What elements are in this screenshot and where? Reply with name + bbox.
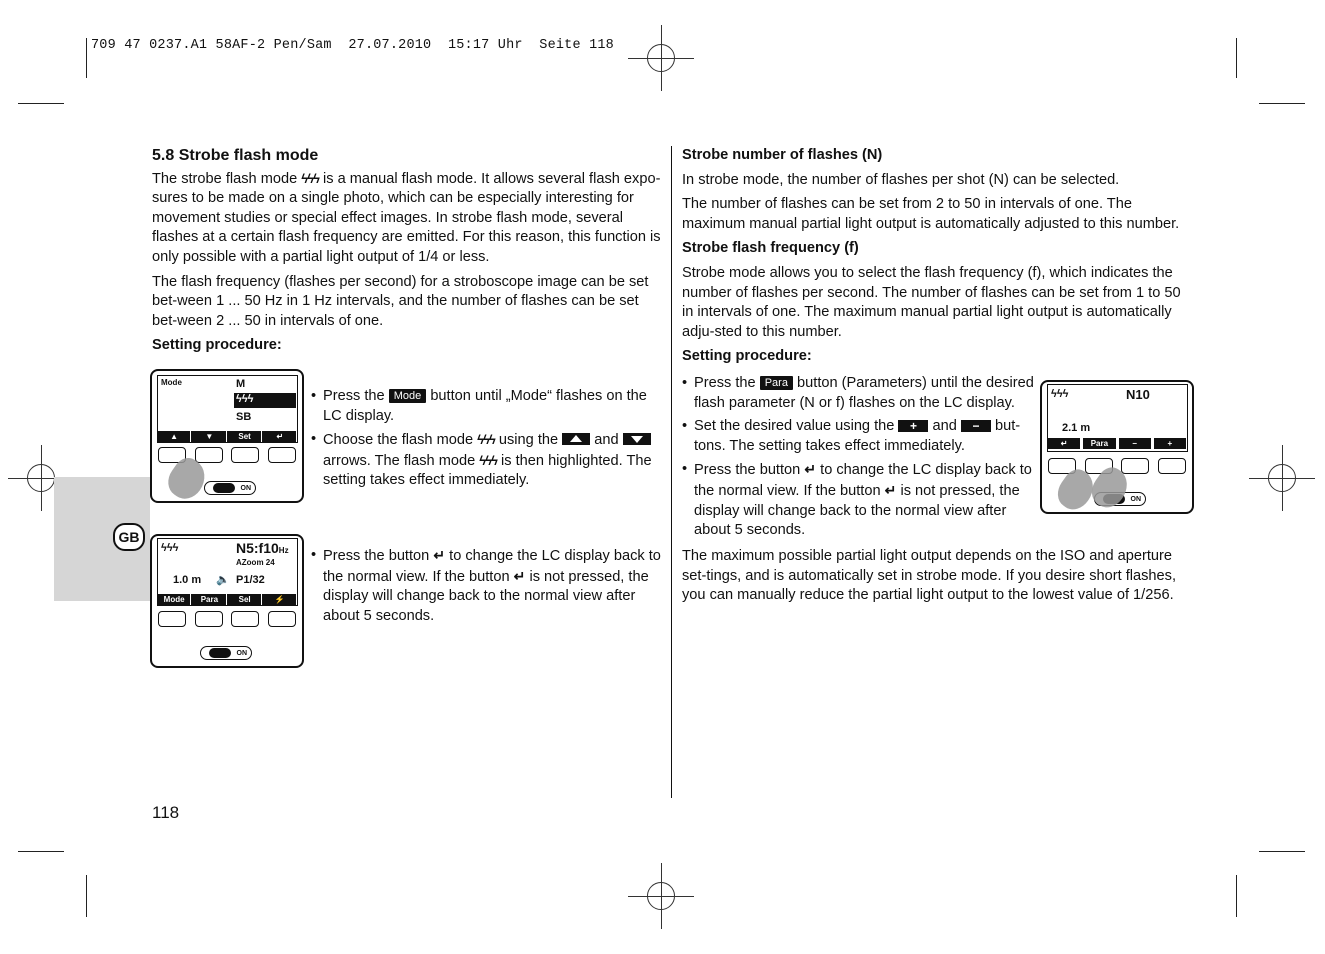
softkey-mode: Mode — [158, 594, 191, 605]
number-value: N10 — [1126, 387, 1150, 402]
text: button (Parameters) until the desired flash parameter (N or f) flashes on the LC display. — [694, 375, 1034, 411]
softkey-sel: Sel — [229, 594, 262, 605]
on-switch: ON — [1094, 492, 1146, 506]
mode-button-badge: Mode — [389, 389, 427, 403]
language-badge: GB — [113, 523, 145, 551]
right-column — [682, 146, 1194, 372]
text: Set the desired value using the — [694, 418, 895, 435]
strobe-icon: ϟϟϟ — [479, 452, 497, 468]
frequency-paragraph: Strobe mode allows you to select the flash frequency (f), which indicates the number of flashes per second. The number of flashes can be set from 1 to 50 in intervals of one. The maximum manual partial light output is automatically adju-sted to this number. — [682, 264, 1181, 340]
hardware-button — [231, 611, 259, 627]
softkey-return-icon: ↵ — [1048, 438, 1081, 449]
frequency-paragraph: The flash frequency (flashes per second) for a stroboscope image can be set bet-ween 1 ... 50 Hz in 1 Hz intervals, and the number of flashes can be set bet-ween 2 ... 50 in intervals of one. — [152, 273, 649, 329]
softkey-bar — [1048, 438, 1187, 449]
return-icon: ↵ — [884, 481, 897, 498]
print-slug: 709 47 0237.A1 58AF-2 Pen/Sam 27.07.2010 15:17 Uhr Seite 118 — [91, 38, 614, 53]
list-item — [311, 430, 664, 491]
text: N5:f10 — [236, 540, 279, 556]
crop-mark — [86, 875, 87, 917]
list-item — [311, 546, 664, 626]
text: The strobe flash mode — [152, 170, 298, 187]
flash-device-illustration — [150, 534, 304, 668]
softkey-down-icon: ▼ — [193, 431, 226, 442]
heading-frequency: Strobe flash frequency (f) — [682, 240, 859, 257]
button-row — [158, 611, 296, 627]
on-switch: ON — [204, 481, 256, 495]
mode-label: Mode — [161, 378, 182, 387]
crop-mark — [1236, 875, 1237, 917]
hardware-button — [1121, 458, 1149, 474]
distance-value: 1.0 m — [173, 574, 202, 586]
column-divider — [671, 146, 672, 798]
strobe-value — [236, 540, 289, 556]
left-bullets-1 — [311, 387, 664, 495]
softkey-para: Para — [193, 594, 226, 605]
hardware-button — [1158, 458, 1186, 474]
registration-mark-icon — [27, 464, 55, 492]
plus-button-icon: + — [898, 420, 928, 432]
lc-display — [157, 538, 298, 606]
on-switch: ON — [200, 646, 252, 660]
crop-mark — [18, 851, 64, 852]
softkey-bar — [158, 431, 297, 442]
registration-mark-icon — [1268, 464, 1296, 492]
text: Choose the flash mode — [323, 432, 474, 449]
text: is then highlighted. The setting takes effect immediately. — [323, 452, 652, 489]
left-column — [152, 146, 664, 361]
registration-mark-icon — [647, 44, 675, 72]
text: is not pressed, the display will change back to the normal view after about 5 seconds. — [694, 482, 1020, 539]
partial-light-value: P1/32 — [236, 574, 265, 586]
softkey-para: Para — [1083, 438, 1116, 449]
page-number: 118 — [152, 803, 180, 822]
text: to change the LC display back to the normal view. If the button — [323, 548, 661, 585]
text: button until „Mode“ flashes on the LC display. — [323, 388, 647, 424]
hardware-button — [268, 611, 296, 627]
strobe-icon: ϟϟϟ — [1051, 388, 1069, 400]
registration-mark-icon — [647, 882, 675, 910]
flash-device-illustration — [150, 369, 304, 503]
text: Hz — [278, 546, 289, 555]
softkey-minus: − — [1119, 438, 1152, 449]
strobe-icon: ϟϟϟ — [477, 432, 495, 448]
text: but-tons. The setting takes effect immediately. — [694, 418, 1021, 454]
text: and — [594, 432, 619, 449]
softkey-flash-icon: ⚡ — [264, 594, 297, 605]
text: is a manual flash mode. It allows several flash expo-sures to be made on a single photo, which can be especially interesting for movement studies or special effect images. In strobe flash mode, several flashes at a certain flash frequency are emitted. For this reason, this function is only possible with a partial light output of 1/4 or less. — [152, 170, 661, 265]
text: to change the LC display back to the normal view. If the button — [694, 462, 1032, 499]
text: Press the — [694, 375, 756, 391]
text: Press the button — [323, 548, 430, 564]
left-bullets-2 — [311, 546, 664, 630]
heading-number: Strobe number of flashes (N) — [682, 147, 883, 163]
arrow-up-icon — [562, 433, 590, 445]
hardware-button — [195, 447, 223, 463]
list-item — [311, 387, 664, 426]
number-paragraph-2: The number of flashes can be set from 2 to 50 in intervals of one. The maximum manual partial light output is automatically adjusted to this number. — [682, 196, 1180, 232]
list-item — [682, 417, 1036, 456]
hardware-button — [268, 447, 296, 463]
section-title: 5.8 Strobe flash mode — [152, 147, 319, 164]
distance-value: 2.1 m — [1062, 422, 1091, 434]
azoom-value: AZoom 24 — [236, 558, 275, 567]
menu-item-sb: SB — [236, 411, 252, 423]
softkey-bar — [158, 594, 297, 605]
intro-paragraph — [152, 169, 664, 268]
list-item — [682, 460, 1036, 540]
menu-item-strobe: ϟϟϟ — [234, 393, 296, 408]
menu-item-m: M — [236, 378, 246, 390]
number-paragraph-1: In strobe mode, the number of flashes per shot (N) can be selected. — [682, 171, 1120, 188]
text: is not pressed, the display will change back to the normal view after about 5 seconds. — [323, 568, 649, 624]
crop-mark — [1236, 38, 1237, 78]
return-icon: ↵ — [433, 547, 446, 563]
speaker-icon: 🔈 — [216, 574, 230, 586]
strobe-icon: ϟϟϟ — [301, 170, 319, 186]
hardware-button — [158, 611, 186, 627]
text: using the — [498, 432, 559, 449]
text: Press the button — [694, 462, 801, 479]
softkey-plus: + — [1154, 438, 1187, 449]
softkey-set: Set — [229, 431, 262, 442]
setting-heading: Setting procedure: — [152, 337, 282, 354]
hardware-button — [231, 447, 259, 463]
return-icon: ↵ — [804, 461, 817, 478]
flash-device-illustration — [1040, 380, 1194, 514]
lc-display — [1047, 384, 1188, 452]
minus-button-icon: − — [961, 420, 991, 432]
return-icon: ↵ — [513, 567, 526, 584]
setting-heading: Setting procedure: — [682, 348, 812, 365]
softkey-up-icon: ▲ — [158, 431, 191, 442]
strobe-icon: ϟϟϟ — [161, 542, 179, 554]
text: arrows. The flash mode — [323, 452, 476, 469]
closing-paragraph: The maximum possible partial light output depends on the ISO and aperture set-tings, and is automatically set in strobe mode. If you desire short flashes, you can manually reduce the partial light output to the lowest value of 1/256. — [682, 548, 1176, 604]
list-item — [682, 374, 1036, 413]
text: Press the — [323, 388, 385, 404]
arrow-down-icon — [623, 433, 651, 445]
para-button-badge: Para — [760, 376, 793, 390]
crop-mark — [1259, 103, 1305, 104]
hardware-button — [195, 611, 223, 627]
crop-mark — [86, 38, 87, 78]
softkey-return-icon: ↵ — [264, 431, 297, 442]
text: and — [932, 418, 957, 435]
crop-mark — [1259, 851, 1305, 852]
lc-display — [157, 375, 298, 443]
crop-mark — [18, 103, 64, 104]
right-bullets — [682, 374, 1036, 545]
